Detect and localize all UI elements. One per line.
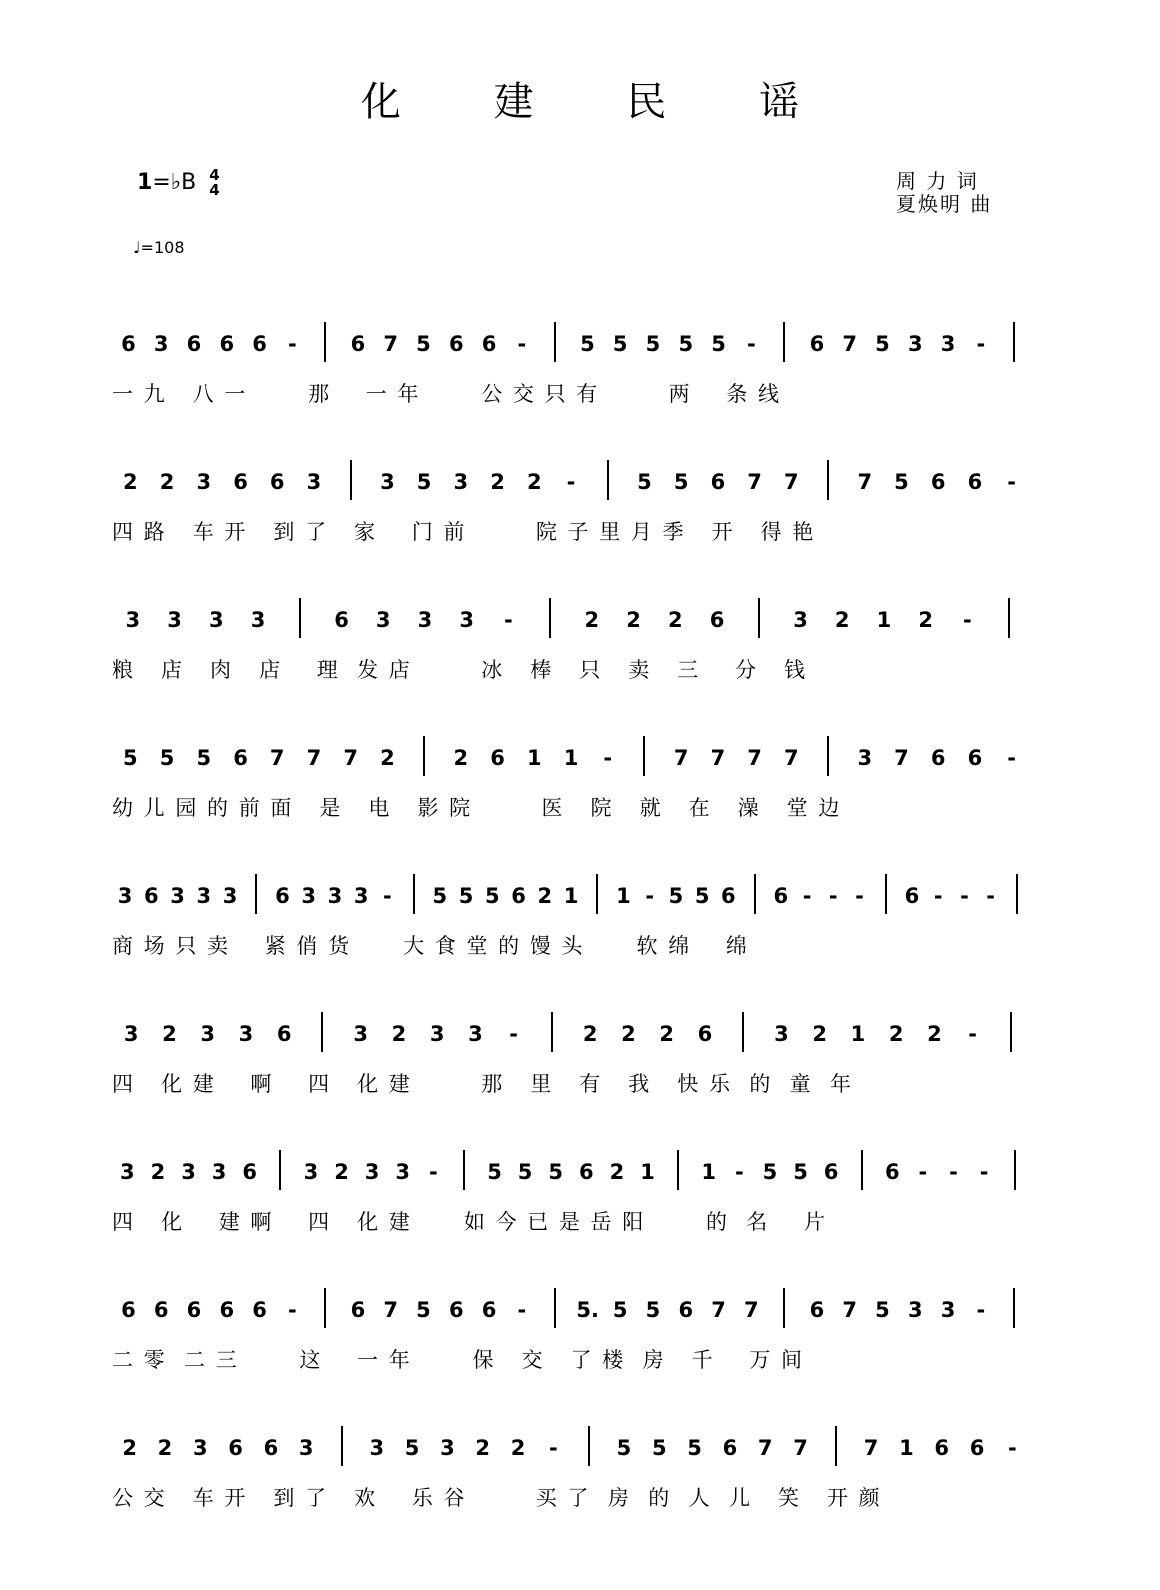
note: 2 (621, 1022, 636, 1046)
time-sig-bottom: 4 (209, 181, 220, 199)
note: 5 (762, 1160, 778, 1184)
dash-hold: - (963, 608, 972, 632)
note: 7 (842, 332, 857, 356)
note: 3 (353, 884, 369, 908)
key-signature (137, 168, 220, 198)
note: 3 (123, 1022, 139, 1046)
note: 6 (697, 1022, 713, 1046)
key-name: ♭B (170, 170, 197, 195)
note: 3 (306, 470, 322, 494)
note: 6 (823, 1160, 839, 1184)
note: 2 (475, 1436, 491, 1460)
dash-hold: - (976, 1298, 986, 1322)
dash-hold: - (428, 1160, 438, 1184)
dash-hold: - (645, 884, 655, 908)
note: 7 (863, 1436, 879, 1460)
bar-line (279, 1150, 281, 1190)
bar-line (677, 1150, 679, 1190)
bar-line (861, 1150, 863, 1190)
note: 3 (380, 470, 395, 494)
bar-line (1013, 1288, 1015, 1328)
note: 6 (969, 1436, 985, 1460)
note: 7 (793, 1436, 808, 1460)
dash-hold: - (979, 1160, 989, 1184)
note: 6 (578, 1160, 594, 1184)
notes-line (0, 322, 1160, 372)
note: 1 (563, 746, 579, 770)
note: 2 (626, 608, 641, 632)
note: 7 (784, 470, 799, 494)
note: 5 (711, 332, 726, 356)
note: 3 (119, 1160, 135, 1184)
note: 3 (222, 884, 238, 908)
note: 5 (616, 1436, 632, 1460)
note: 5 (580, 332, 595, 356)
score-row (0, 598, 1160, 708)
note: 5 (894, 470, 909, 494)
note: 3 (192, 1436, 208, 1460)
note: 6 (121, 332, 136, 356)
note: 3 (395, 1160, 410, 1184)
bar-line (607, 460, 609, 500)
note: 5 (645, 332, 661, 356)
note: 3 (301, 884, 317, 908)
note: 2 (668, 608, 683, 632)
note: 7 (894, 746, 909, 770)
note: 2 (918, 608, 933, 632)
note: 6 (252, 332, 267, 356)
note: 2 (150, 1160, 166, 1184)
note: 3 (209, 608, 224, 632)
note: 3 (429, 1022, 445, 1046)
note: 5 (687, 1436, 702, 1460)
note: 3 (181, 1160, 196, 1184)
note: 3 (774, 1022, 789, 1046)
note: 3 (907, 1298, 923, 1322)
bar-line (643, 736, 645, 776)
note: 6 (930, 746, 946, 770)
dash-hold: - (828, 884, 838, 908)
note: 3 (793, 608, 808, 632)
note: 7 (784, 746, 799, 770)
bar-line (423, 736, 425, 776)
note: 3 (298, 1436, 314, 1460)
note: 5 (159, 746, 175, 770)
note: 1 (563, 884, 579, 908)
note: 7 (757, 1436, 773, 1460)
note: 2 (526, 470, 542, 494)
note: 7 (673, 746, 689, 770)
note: 1 (640, 1160, 655, 1184)
note: 5 (875, 1298, 890, 1322)
bar-line (1008, 598, 1010, 638)
bar-line (835, 1426, 837, 1466)
score-row (0, 874, 1160, 984)
bar-line (255, 874, 257, 914)
note: 5 (548, 1160, 563, 1184)
note: 7 (383, 1298, 398, 1322)
note: 5 (196, 746, 212, 770)
score-row (0, 1150, 1160, 1260)
score-row (0, 1012, 1160, 1122)
bar-line (1013, 322, 1015, 362)
dash-hold: - (383, 884, 392, 908)
note: 7 (744, 1298, 759, 1322)
dash-hold: - (802, 884, 812, 908)
note: 7 (383, 332, 398, 356)
note: 6 (721, 884, 736, 908)
note: 6 (490, 746, 505, 770)
note: 6 (481, 332, 497, 356)
note: 6 (233, 470, 248, 494)
note: 5 (612, 332, 628, 356)
bar-line (758, 598, 760, 638)
score-row (0, 460, 1160, 570)
score-row (0, 736, 1160, 846)
notes-line (0, 1426, 1160, 1476)
note: 1 (899, 1436, 914, 1460)
note: 3 (303, 1160, 319, 1184)
note: 6 (219, 332, 235, 356)
note: 2 (159, 470, 175, 494)
note: 6 (233, 746, 248, 770)
dash-hold: - (968, 1022, 977, 1046)
note: 3 (857, 746, 873, 770)
note: 3 (327, 884, 343, 908)
note: 2 (659, 1022, 674, 1046)
bar-line (596, 874, 598, 914)
note: 3 (211, 1160, 227, 1184)
bar-line (885, 874, 887, 914)
note: 6 (269, 470, 285, 494)
dash-hold: - (855, 884, 864, 908)
note: 3 (153, 332, 169, 356)
note: 3 (238, 1022, 254, 1046)
note: 5 (668, 884, 684, 908)
notes-line (0, 1288, 1160, 1338)
note: 7 (747, 746, 762, 770)
note: 5 (875, 332, 890, 356)
dash-hold: - (1007, 470, 1016, 494)
note: 3 (353, 1022, 368, 1046)
bar-line (783, 1288, 785, 1328)
note: 7 (269, 746, 285, 770)
bar-line (554, 1288, 556, 1328)
score-row (0, 322, 1160, 432)
note: 6 (809, 332, 825, 356)
lyrics-line: 四 化 建 啊 四 化 建 如 今 已 是 岳 阳 的 名 片 (112, 1210, 828, 1234)
note: 2 (812, 1022, 827, 1046)
bar-line (1010, 1012, 1012, 1052)
note: 1 (876, 608, 892, 632)
lyrics-line: 二 零 二 三 这 一 年 保 交 了 楼 房 千 万 间 (112, 1348, 805, 1372)
note: 5 (651, 1436, 667, 1460)
bar-line (783, 322, 785, 362)
dash-hold: - (517, 332, 527, 356)
note: 7 (747, 470, 762, 494)
lyrics-line: 一 九 八 一 那 一 年 公 交 只 有 两 条 线 (112, 382, 782, 406)
note: 3 (117, 884, 133, 908)
note: 6 (219, 1298, 235, 1322)
note: 3 (940, 332, 956, 356)
bar-line (299, 598, 301, 638)
note: 2 (927, 1022, 942, 1046)
note: 2 (157, 1436, 173, 1460)
note: 6 (904, 884, 920, 908)
note: 3 (200, 1022, 215, 1046)
note: 5 (458, 884, 474, 908)
note: 3 (468, 1022, 483, 1046)
bar-line (827, 736, 829, 776)
key-tonic: 1 (137, 170, 153, 195)
bar-line (463, 1150, 465, 1190)
bar-line (350, 460, 352, 500)
bar-line (827, 460, 829, 500)
note: 6 (334, 608, 349, 632)
bar-line (324, 322, 326, 362)
dash-hold: - (287, 1298, 297, 1322)
note: 3 (453, 470, 469, 494)
note: 6 (773, 884, 789, 908)
note: 2 (334, 1160, 349, 1184)
note: 6 (121, 1298, 136, 1322)
bar-line (321, 1012, 323, 1052)
note: 3 (375, 608, 391, 632)
note: 6 (350, 332, 366, 356)
bar-line (742, 1012, 744, 1052)
bar-line (341, 1426, 343, 1466)
note: 3 (459, 608, 474, 632)
note: 6 (186, 1298, 202, 1322)
note: 6 (678, 1298, 694, 1322)
lyrics-line: 商 场 只 卖 紧 俏 货 大 食 堂 的 馒 头 软 绵 绵 (112, 934, 749, 958)
note: 7 (857, 470, 873, 494)
lyrics-line: 四 化 建 啊 四 化 建 那 里 有 我 快 乐 的 童 年 (112, 1072, 854, 1096)
bar-line (754, 874, 756, 914)
note: 1 (850, 1022, 866, 1046)
bar-line (413, 874, 415, 914)
note: 3 (125, 608, 141, 632)
note: 5 (432, 884, 448, 908)
lyrics-line: 公 交 车 开 到 了 欢 乐 谷 买 了 房 的 人 儿 笑 开 颜 (112, 1486, 882, 1510)
note: 7 (842, 1298, 857, 1322)
dash-hold: - (548, 1436, 558, 1460)
dash-hold: - (918, 1160, 928, 1184)
notes-line (0, 598, 1160, 648)
bar-line (1016, 874, 1018, 914)
note: 2 (162, 1022, 177, 1046)
note: 3 (364, 1160, 380, 1184)
note: 1 (616, 884, 631, 908)
note: 5 (793, 1160, 808, 1184)
note: 3 (196, 884, 212, 908)
dash-hold: - (517, 1298, 527, 1322)
note: 5 (612, 1298, 628, 1322)
lyrics-line: 幼 儿 园 的 前 面 是 电 影 院 医 院 就 在 澡 堂 边 (112, 796, 842, 820)
note: 5 (416, 470, 432, 494)
note: 2 (609, 1160, 625, 1184)
note: 6 (350, 1298, 366, 1322)
lyrics-line: 四 路 车 开 到 了 家 门 前 院 子 里 月 季 开 得 艳 (112, 520, 816, 544)
lyricist-credit: 周 力 词 (896, 169, 979, 193)
dash-hold: - (976, 332, 986, 356)
note: 3 (907, 332, 923, 356)
key-eq: = (152, 170, 171, 195)
note: 1 (701, 1160, 716, 1184)
note: 3 (167, 608, 182, 632)
note: 3 (170, 884, 185, 908)
bar-line (549, 598, 551, 638)
page-title: 化 建 民 谣 (360, 79, 840, 125)
time-sig-top: 4 (209, 166, 220, 184)
dash-hold: - (949, 1160, 958, 1184)
note: 5 (487, 1160, 502, 1184)
note: 3 (196, 470, 212, 494)
note: 5 (404, 1436, 420, 1460)
note: 6 (709, 608, 725, 632)
lyrics-line: 粮 店 肉 店 理 发 店 冰 棒 只 卖 三 分 钱 (112, 658, 808, 682)
note: 5 (416, 1298, 431, 1322)
note: 5 (678, 332, 694, 356)
credits (896, 170, 992, 216)
note: 6 (276, 1022, 292, 1046)
bar-line (1014, 1150, 1016, 1190)
note: 5 (517, 1160, 533, 1184)
dash-hold: - (1007, 746, 1016, 770)
note: 2 (490, 470, 505, 494)
note: 5 (637, 470, 652, 494)
bar-line (551, 1012, 553, 1052)
note: 6 (809, 1298, 825, 1322)
dash-hold: - (986, 884, 996, 908)
note: 5 (416, 332, 431, 356)
note: 3 (417, 608, 433, 632)
note: 2 (391, 1022, 407, 1046)
note: 3 (369, 1436, 385, 1460)
notes-line (0, 1012, 1160, 1062)
dash-hold: - (746, 332, 756, 356)
note: 3 (440, 1436, 455, 1460)
note: 5 (645, 1298, 661, 1322)
notes-line (0, 736, 1160, 786)
dash-hold: - (960, 884, 969, 908)
note: 2 (510, 1436, 526, 1460)
dash-hold: - (933, 884, 943, 908)
note: 2 (122, 1436, 137, 1460)
note: 5 (485, 884, 500, 908)
dash-hold: - (1007, 1436, 1017, 1460)
tempo-marking: ♩=108 (133, 238, 185, 257)
dash-hold: - (603, 746, 613, 770)
note: 6 (884, 1160, 900, 1184)
note: 6 (144, 884, 159, 908)
note: 6 (153, 1298, 169, 1322)
note: 2 (584, 608, 600, 632)
dash-hold: - (287, 332, 297, 356)
time-signature (209, 168, 219, 198)
note: 6 (252, 1298, 267, 1322)
note: 6 (930, 470, 946, 494)
note: 5. (576, 1298, 599, 1322)
notes-line (0, 1150, 1160, 1200)
note: 7 (343, 746, 358, 770)
note: 6 (242, 1160, 257, 1184)
note: 5 (673, 470, 689, 494)
note: 6 (263, 1436, 279, 1460)
note: 6 (934, 1436, 950, 1460)
note: 7 (710, 746, 726, 770)
note: 2 (123, 470, 138, 494)
dash-hold: - (566, 470, 576, 494)
dash-hold: - (509, 1022, 518, 1046)
notes-line (0, 874, 1160, 924)
note: 7 (306, 746, 322, 770)
note: 6 (967, 470, 983, 494)
note: 6 (967, 746, 983, 770)
note: 2 (834, 608, 850, 632)
note: 2 (888, 1022, 904, 1046)
note: 6 (448, 332, 464, 356)
note: 3 (940, 1298, 956, 1322)
note: 2 (453, 746, 469, 770)
score-row (0, 1426, 1160, 1536)
note: 1 (526, 746, 542, 770)
note: 6 (186, 332, 202, 356)
bar-line (554, 322, 556, 362)
score-row (0, 1288, 1160, 1398)
note: 6 (481, 1298, 497, 1322)
note: 6 (710, 470, 726, 494)
note: 6 (511, 884, 526, 908)
dash-hold: - (504, 608, 513, 632)
note: 3 (250, 608, 266, 632)
bar-line (588, 1426, 590, 1466)
note: 2 (582, 1022, 598, 1046)
composer-credit: 夏焕明 曲 (896, 192, 993, 216)
note: 6 (448, 1298, 464, 1322)
note: 2 (380, 746, 395, 770)
note: 6 (722, 1436, 738, 1460)
note: 5 (123, 746, 138, 770)
note: 2 (537, 884, 553, 908)
note: 6 (228, 1436, 243, 1460)
note: 5 (694, 884, 710, 908)
dash-hold: - (734, 1160, 744, 1184)
note: 7 (711, 1298, 726, 1322)
note: 6 (275, 884, 290, 908)
bar-line (324, 1288, 326, 1328)
notes-line (0, 460, 1160, 510)
